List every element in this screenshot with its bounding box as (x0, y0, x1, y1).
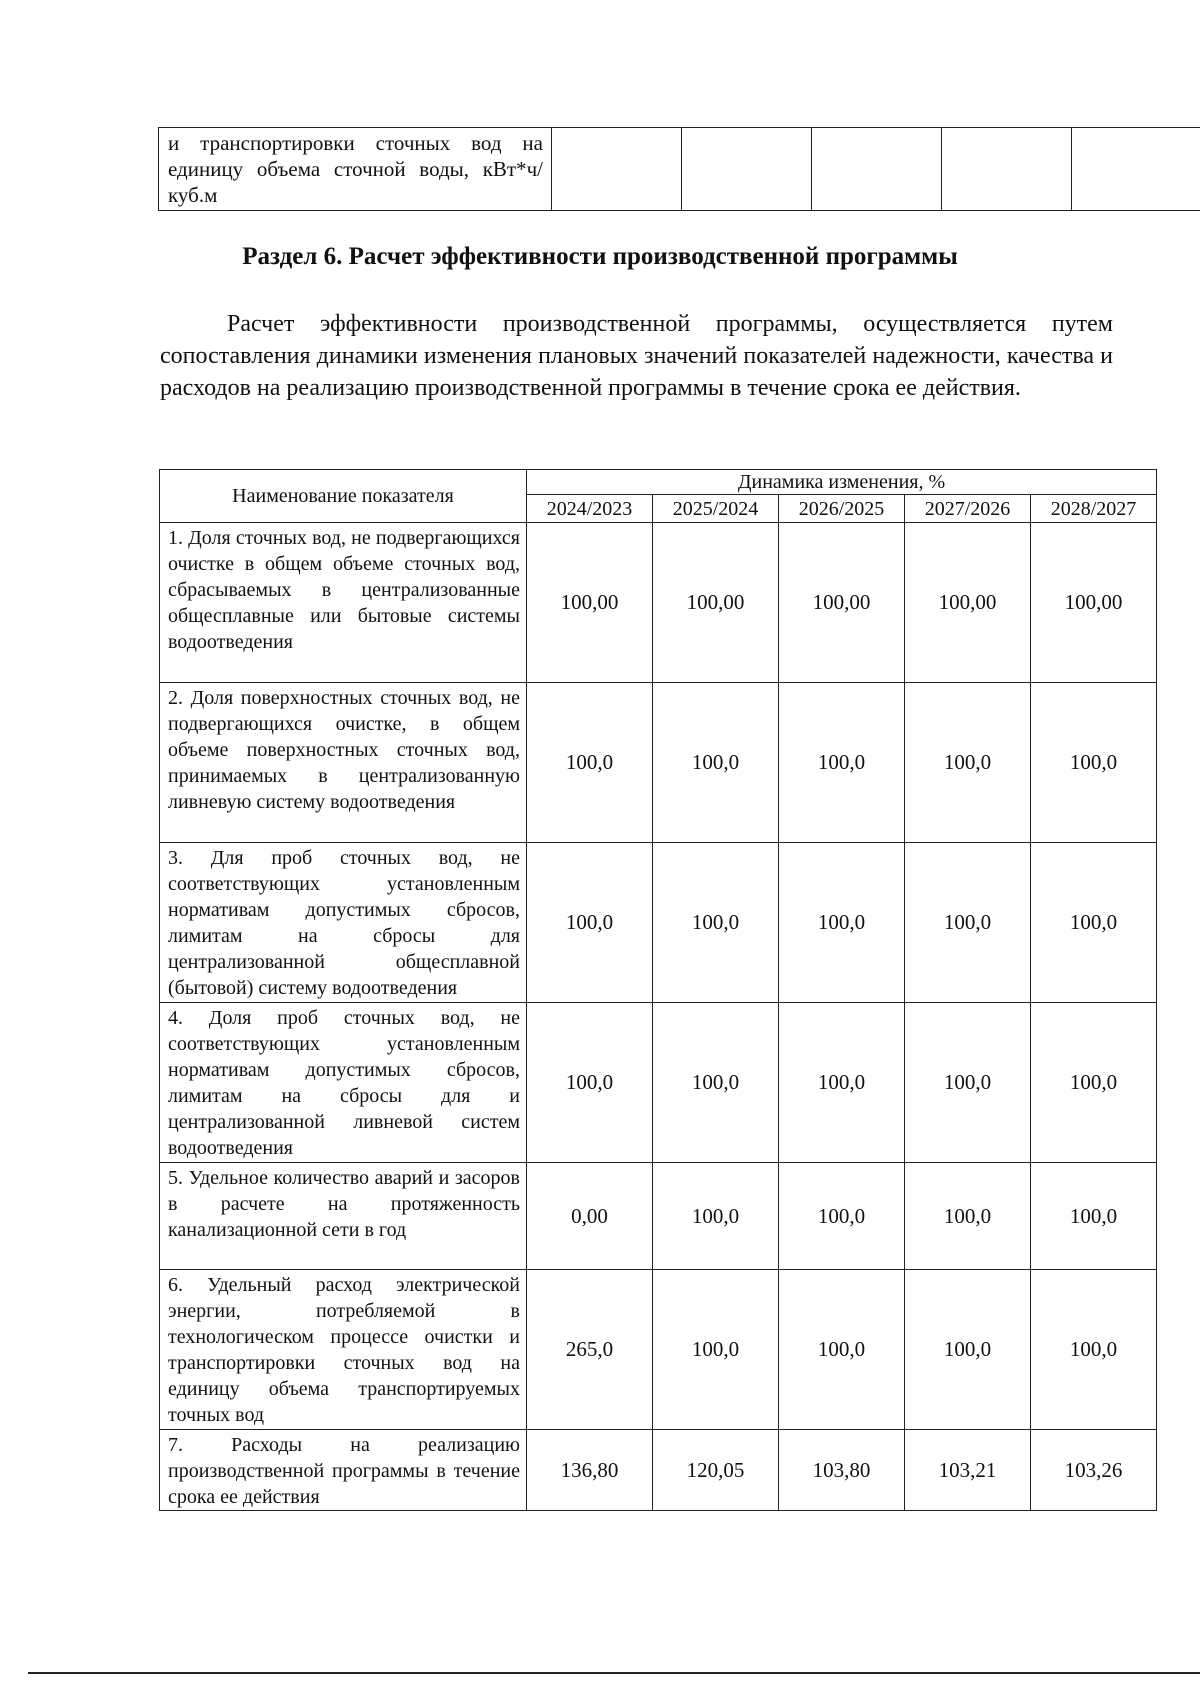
value-cell: 100,0 (779, 1163, 905, 1270)
value-cell: 100,0 (1031, 683, 1157, 843)
value-cell: 100,0 (527, 843, 653, 1003)
year-header: 2026/2025 (779, 495, 905, 523)
continuation-empty-cell (1072, 128, 1200, 211)
table-row (160, 523, 1157, 683)
indicator-name: 6. Удельный расход электрической энергии, потребляемой в технологическом процессе очистки и транспортировки сточных вод на единицу объема транспортируемых точных вод (160, 1270, 527, 1430)
header-row (160, 470, 1157, 495)
value-cell: 100,00 (905, 523, 1031, 683)
indicator-name: 3. Для проб сточных вод, не соответствующих установленным нормативам допустимых сбросов, лимитам на сбросы для централизованной общесплавной (бытовой) систему водоотведения (160, 843, 527, 1003)
value-cell: 100,0 (905, 843, 1031, 1003)
value-cell: 136,80 (527, 1430, 653, 1511)
year-header: 2028/2027 (1031, 495, 1157, 523)
table-row (160, 1270, 1157, 1430)
table-head (160, 470, 1157, 523)
value-cell: 100,0 (905, 1163, 1031, 1270)
table-row (160, 1163, 1157, 1270)
value-cell: 103,26 (1031, 1430, 1157, 1511)
value-cell: 100,0 (1031, 1270, 1157, 1430)
indicator-name: 5. Удельное количество аварий и засоров в расчете на протяженность канализационной сети в год (160, 1163, 527, 1270)
table-row (160, 683, 1157, 843)
value-cell: 100,00 (653, 523, 779, 683)
value-cell: 100,0 (779, 1270, 905, 1430)
table-row (160, 1003, 1157, 1163)
continuation-empty-cell (682, 128, 812, 211)
value-cell: 103,80 (779, 1430, 905, 1511)
value-cell: 100,0 (527, 683, 653, 843)
value-cell: 100,00 (527, 523, 653, 683)
value-cell: 265,0 (527, 1270, 653, 1430)
value-cell: 100,0 (653, 1003, 779, 1163)
indicator-name: 2. Доля поверхностных сточных вод, не подвергающихся очистке, в общем объеме поверхностных сточных вод, принимаемых в централизованную ливневую систему водоотведения (160, 683, 527, 843)
value-cell: 100,00 (1031, 523, 1157, 683)
efficiency-table (159, 469, 1157, 1511)
continuation-indicator-cell: и транспортировки сточных вод на единицу объема сточной воды, кВт*ч/куб.м (159, 128, 552, 211)
continuation-empty-cell (552, 128, 682, 211)
value-cell: 100,0 (653, 1270, 779, 1430)
value-cell: 100,0 (653, 843, 779, 1003)
value-cell: 100,0 (905, 1270, 1031, 1430)
indicator-name: 1. Доля сточных вод, не подвергающихся очистке в общем объеме сточных вод, сбрасываемых в централизованные общесплавные или бытовые системы водоотведения (160, 523, 527, 683)
value-cell: 100,0 (779, 1003, 905, 1163)
footer-divider (28, 1672, 1200, 1674)
table-row (160, 1430, 1157, 1511)
continuation-empty-cell (812, 128, 942, 211)
value-cell: 100,0 (779, 843, 905, 1003)
value-cell: 100,0 (779, 683, 905, 843)
name-column-header: Наименование показателя (160, 470, 527, 523)
value-cell: 100,0 (1031, 1163, 1157, 1270)
continuation-row (159, 128, 1200, 211)
table-row (160, 843, 1157, 1003)
year-header: 2025/2024 (653, 495, 779, 523)
value-cell: 100,0 (905, 683, 1031, 843)
value-cell: 100,0 (653, 1163, 779, 1270)
value-cell: 100,0 (1031, 1003, 1157, 1163)
value-cell: 0,00 (527, 1163, 653, 1270)
dynamics-header: Динамика изменения, % (527, 470, 1157, 495)
indicator-name: 4. Доля проб сточных вод, не соответствующих установленным нормативам допустимых сбросов, лимитам на сбросы для и централизованной ливневой систем водоотведения (160, 1003, 527, 1163)
year-header: 2024/2023 (527, 495, 653, 523)
value-cell: 100,0 (653, 683, 779, 843)
value-cell: 100,0 (905, 1003, 1031, 1163)
value-cell: 103,21 (905, 1430, 1031, 1511)
value-cell: 120,05 (653, 1430, 779, 1511)
value-cell: 100,00 (779, 523, 905, 683)
indicator-name: 7. Расходы на реализацию производственной программы в течение срока ее действия (160, 1430, 527, 1511)
continuation-empty-cell (942, 128, 1072, 211)
value-cell: 100,0 (527, 1003, 653, 1163)
table-body (160, 523, 1157, 1511)
value-cell: 100,0 (1031, 843, 1157, 1003)
year-header: 2027/2026 (905, 495, 1031, 523)
section-heading: Раздел 6. Расчет эффективности производственной программы (242, 243, 958, 270)
continuation-table (158, 127, 1200, 211)
intro-paragraph: Расчет эффективности производственной программы, осуществляется путем сопоставления динамики изменения плановых значений показателей надежности, качества и расходов на реализацию производственной программы в течение срока ее действия. (160, 311, 1113, 401)
